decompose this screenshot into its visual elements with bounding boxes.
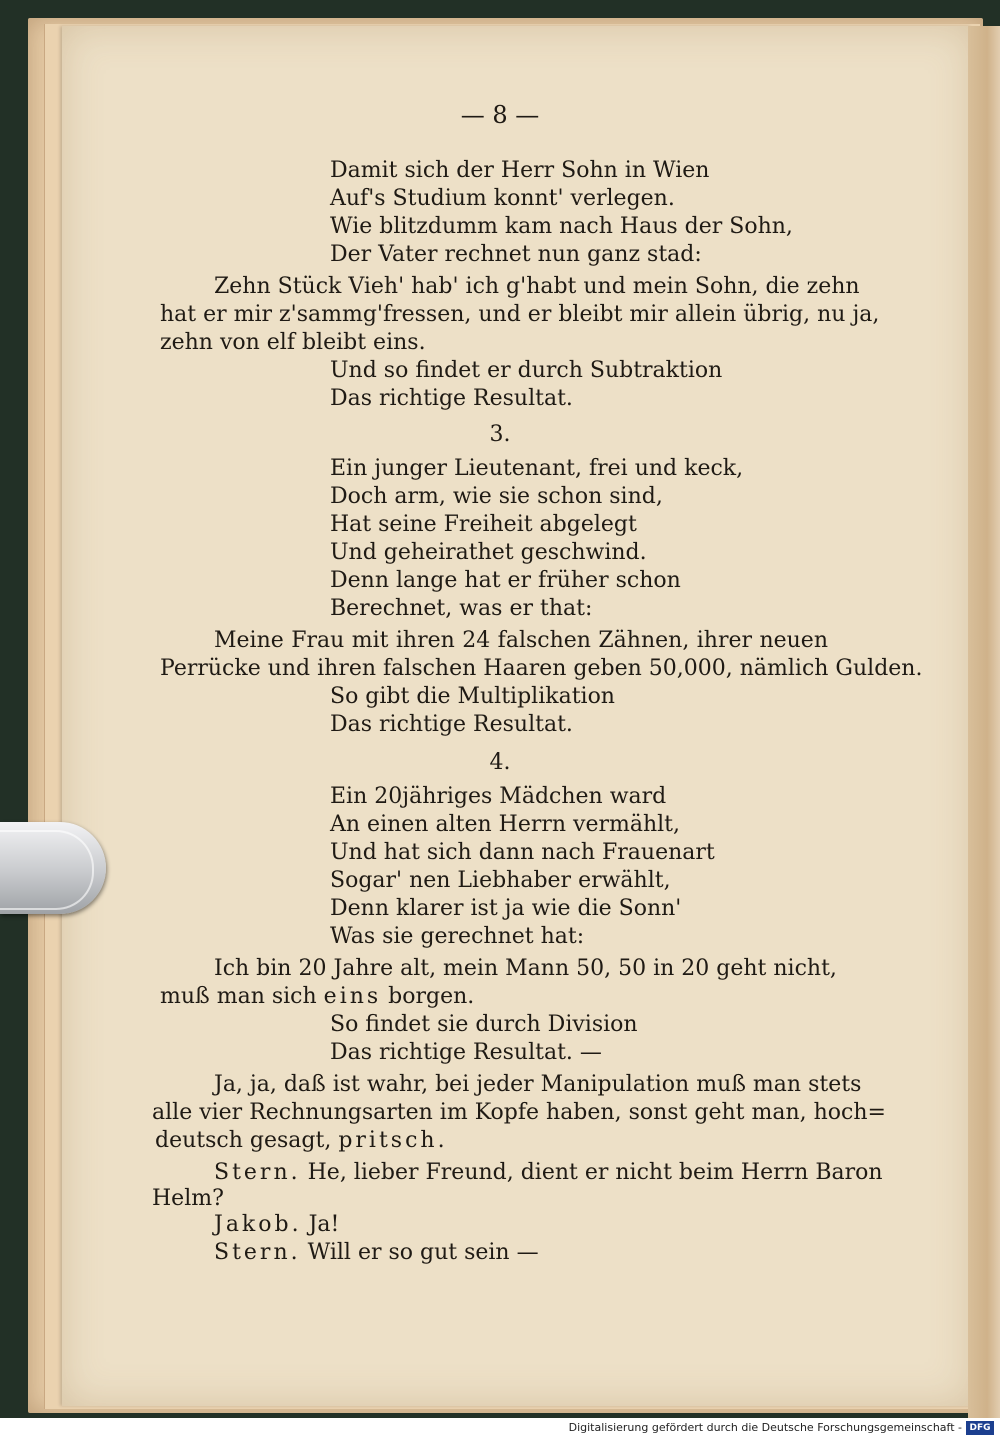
prose-line: Perrücke und ihren falschen Haaren geben 50,000, nämlich Gulden. [160,656,923,681]
prose-line [160,984,474,1010]
verse-line: Und so findet er durch Subtraktion [330,358,723,383]
prose-line: Zehn Stück Vieh' hab' ich g'habt und mein Sohn, die zehn [214,274,860,299]
verse-line: Das richtige Resultat. — [330,1040,602,1065]
prose-line: zehn von elf bleibt eins. [160,330,426,355]
emphasized-word: pritsch [338,1128,438,1153]
dialogue-line [214,1240,539,1266]
verse-line: So findet sie durch Division [330,1012,638,1037]
verse-line: Denn klarer ist ja wie die Sonn' [330,896,682,921]
verse-line: Wie blitzdumm kam nach Haus der Sohn, [330,214,793,239]
verse-line: Das richtige Resultat. [330,386,573,411]
speaker-name: Jakob. [214,1212,302,1237]
prose-line: Ja, ja, daß ist wahr, bei jeder Manipulation muß man stets [214,1072,862,1097]
verse-line: Denn lange hat er früher schon [330,568,681,593]
prose-line: hat er mir z'sammg'fressen, und er bleibt mir allein übrig, nu ja, [160,302,880,327]
prose-text: . [437,1128,445,1153]
verse-line: Der Vater rechnet nun ganz stad: [330,242,702,267]
dialogue-line: Helm? [152,1186,224,1211]
prose-line: Ich bin 20 Jahre alt, mein Mann 50, 50 in 20 geht nicht, [214,956,837,981]
prose-text: muß man sich [160,984,324,1009]
dialogue-line [214,1212,339,1238]
verse-line: Hat seine Freiheit abgelegt [330,512,637,537]
dfg-logo: DFG [966,1421,994,1435]
verse-line: Sogar' nen Liebhaber erwählt, [330,868,671,893]
speaker-name: Stern. [214,1160,301,1185]
verse-line: Damit sich der Herr Sohn in Wien [330,158,710,183]
verse-line: Und hat sich dann nach Frauenart [330,840,715,865]
stanza-number: 3. [489,422,511,447]
prose-line [155,1128,445,1154]
prose-text: deutsch gesagt, [155,1128,339,1153]
verse-line: Und geheirathet geschwind. [330,540,647,565]
verse-line: An einen alten Herrn vermählt, [330,812,681,837]
prose-line: Meine Frau mit ihren 24 falschen Zähnen, ihrer neuen [214,628,828,653]
verse-line: Doch arm, wie sie schon sind, [330,484,663,509]
verse-line: So gibt die Multiplikation [330,684,615,709]
verse-line: Ein junger Lieutenant, frei und keck, [330,456,744,481]
verse-line: Ein 20jähriges Mädchen ward [330,784,667,809]
dialogue-line [214,1160,883,1186]
stanza-number: 4. [489,750,511,775]
dialogue-text: He, lieber Freund, dient er nicht beim Herrn Baron [300,1160,883,1185]
page-number: — 8 — [460,101,540,129]
funding-notice: Digitalisierung gefördert durch die Deutsche Forschungsgemeinschaft - [568,1421,962,1434]
prose-line: alle vier Rechnungsarten im Kopfe haben, sonst geht man, hoch= [152,1100,886,1125]
verse-line: Das richtige Resultat. [330,712,573,737]
prose-text: borgen. [381,984,475,1009]
verse-line: Was sie gerechnet hat: [330,924,585,949]
emphasized-word: eins [323,984,382,1009]
verse-line: Auf's Studium konnt' verlegen. [330,186,675,211]
speaker-name: Stern. [214,1240,301,1265]
dialogue-text: Ja! [301,1212,340,1237]
dialogue-text: Will er so gut sein — [300,1240,539,1265]
verse-line: Berechnet, was er that: [330,596,593,621]
